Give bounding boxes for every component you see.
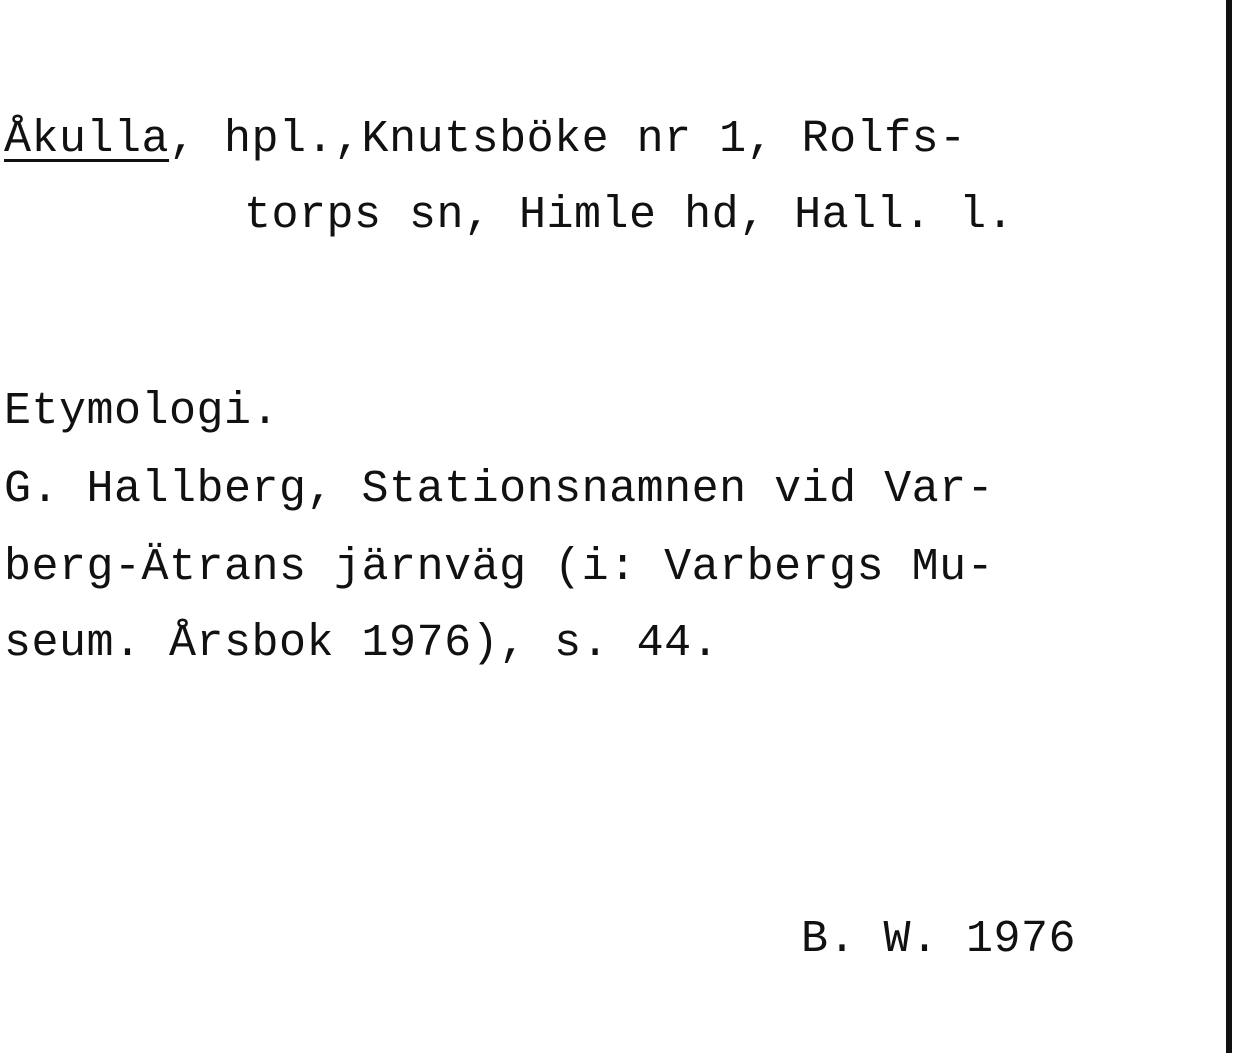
etymology-line: berg-Ätrans järnväg (i: Varbergs Mu- (4, 542, 995, 593)
entry-location: , hpl.,Knutsböke nr 1, Rolfs- (169, 114, 967, 165)
etymology-heading: Etymologi. (4, 386, 280, 437)
etymology-line: seum. Årsbok 1976), s. 44. (4, 618, 720, 669)
signature: B. W. 1976 (801, 914, 1077, 965)
card-edge-line (1226, 0, 1232, 1053)
headword: Åkulla (4, 114, 170, 165)
etymology-line: G. Hallberg, Stationsnamnen vid Var- (4, 464, 995, 515)
entry-line-1 (4, 114, 967, 165)
entry-line-2: torps sn, Himle hd, Hall. l. (244, 190, 1015, 241)
